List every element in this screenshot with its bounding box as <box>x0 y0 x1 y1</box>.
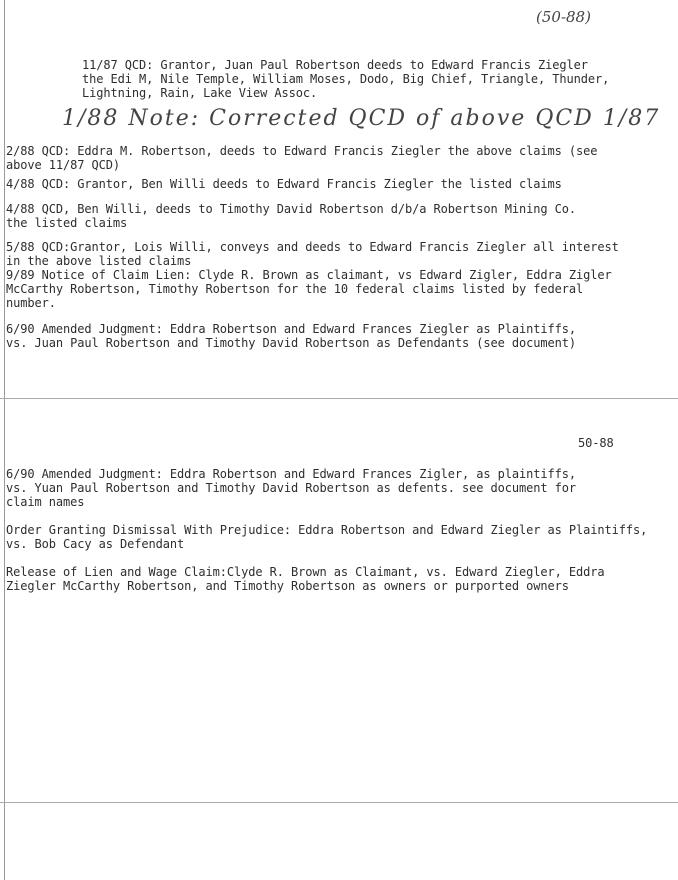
entry-6-line-1: 6/90 Amended Judgment: Eddra Robertson and Edward Frances Ziegler as Plaintiffs, <box>6 322 576 336</box>
handwritten-note: 1/88 Note: Corrected QCD of above QCD 1/87 <box>62 106 661 131</box>
entry-2-line-1: 4/88 QCD: Grantor, Ben Willi deeds to Edward Francis Ziegler the listed claims <box>6 177 562 191</box>
entry-5-line-2: McCarthy Robertson, Timothy Robertson for the 10 federal claims listed by federal <box>6 282 584 296</box>
entry-4-line-2: in the above listed claims <box>6 254 192 268</box>
p2-entry-2-line-1: Order Granting Dismissal With Prejudice: Eddra Robertson and Edward Ziegler as Plaintiffs, <box>6 523 648 537</box>
page-edge-left <box>4 0 5 880</box>
first-entry-line-2: the Edi M, Nile Temple, William Moses, Dodo, Big Chief, Triangle, Thunder, <box>82 72 610 86</box>
page-divider-top <box>0 398 678 399</box>
entry-1-line-2: above 11/87 QCD) <box>6 158 120 172</box>
first-entry-line-3: Lightning, Rain, Lake View Assoc. <box>82 86 318 100</box>
p2-entry-3-line-1: Release of Lien and Wage Claim:Clyde R. Brown as Claimant, vs. Edward Ziegler, Eddra <box>6 565 605 579</box>
entry-5-line-1: 9/89 Notice of Claim Lien: Clyde R. Brown as claimant, vs Edward Zigler, Eddra Zigler <box>6 268 612 282</box>
corner-note: (50-88) <box>536 8 591 26</box>
entry-3-line-1: 4/88 QCD, Ben Willi, deeds to Timothy David Robertson d/b/a Robertson Mining Co. <box>6 202 576 216</box>
p2-entry-1-line-3: claim names <box>6 495 85 509</box>
entry-6-line-2: vs. Juan Paul Robertson and Timothy David Robertson as Defendants (see document) <box>6 336 576 350</box>
page-divider-bottom <box>0 802 678 803</box>
entry-1-line-1: 2/88 QCD: Eddra M. Robertson, deeds to Edward Francis Ziegler the above claims (see <box>6 144 598 158</box>
p2-entry-1-line-1: 6/90 Amended Judgment: Eddra Robertson and Edward Frances Zigler, as plaintiffs, <box>6 467 576 481</box>
p2-entry-3-line-2: Ziegler McCarthy Robertson, and Timothy Robertson as owners or purported owners <box>6 579 569 593</box>
first-entry-line-1: 11/87 QCD: Grantor, Juan Paul Robertson deeds to Edward Francis Ziegler <box>82 58 588 72</box>
p2-entry-2-line-2: vs. Bob Cacy as Defendant <box>6 537 185 551</box>
entry-3-line-2: the listed claims <box>6 216 128 230</box>
entry-4-line-1: 5/88 QCD:Grantor, Lois Willi, conveys and deeds to Edward Francis Ziegler all interest <box>6 240 619 254</box>
p2-entry-1-line-2: vs. Yuan Paul Robertson and Timothy David Robertson as defents. see document for <box>6 481 576 495</box>
entry-5-line-3: number. <box>6 296 56 310</box>
page-number: 50-88 <box>578 436 614 450</box>
